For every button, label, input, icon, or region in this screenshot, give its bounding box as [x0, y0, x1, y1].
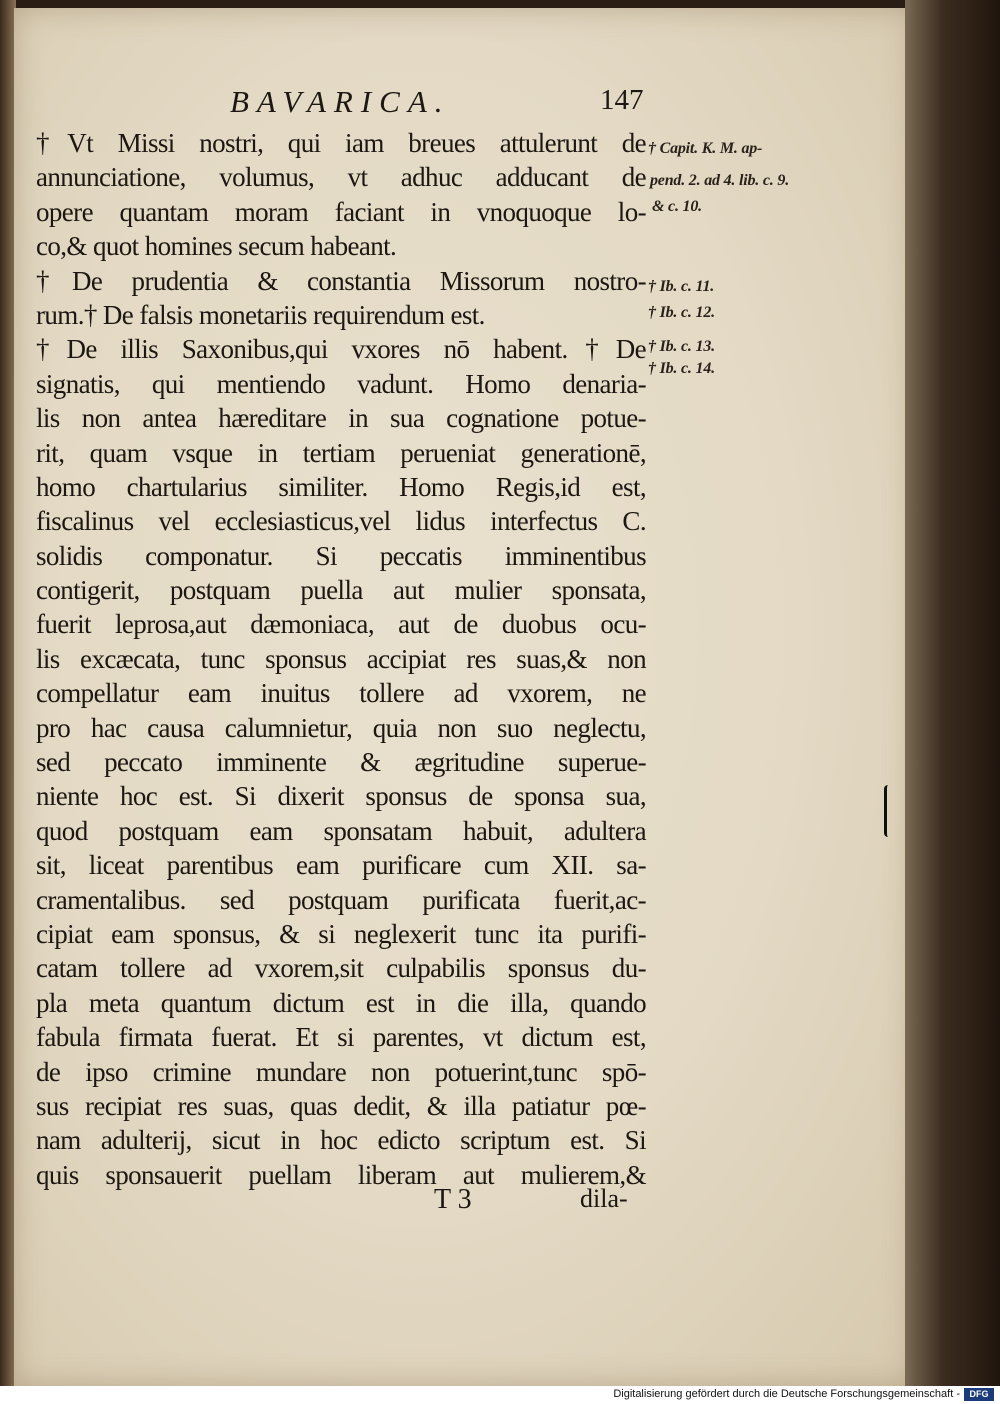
- margin-note: pend. 2. ad 4. lib. c. 9.: [650, 172, 789, 189]
- margin-note: † Capit. K. M. ap-: [648, 140, 763, 157]
- text-line: sus recipiat res suas, quas dedit, & illa patiatur pœ-: [36, 1090, 646, 1121]
- text-line: opere quantam moram faciant in vnoquoque lo-: [36, 196, 646, 227]
- text-line: signatis, qui mentiendo vadunt. Homo denaria-: [36, 368, 646, 399]
- text-line: nam adulterij, sicut in hoc edicto scriptum est. Si: [36, 1125, 646, 1156]
- text-line: lis excæcata, tunc sponsus accipiat res suas,& non: [36, 643, 646, 674]
- dfg-logo: DFG: [964, 1388, 994, 1401]
- text-line: quis sponsauerit puellam liberam aut mulierem,&: [36, 1159, 646, 1190]
- text-line: cipiat eam sponsus, & si neglexerit tunc ita purifi-: [36, 918, 646, 949]
- signature-mark: T 3: [434, 1184, 472, 1215]
- text-line: co,& quot homines secum habeant.: [36, 231, 397, 262]
- margin-note: † Ib. c. 12.: [648, 304, 715, 321]
- text-line: sit, liceat parentibus eam purificare cum XII. sa-: [36, 850, 646, 881]
- page-number: 147: [600, 84, 644, 116]
- text-line: lis non antea hæreditare in sua cognatione potue-: [36, 403, 646, 434]
- footer-bar: [0, 1386, 1000, 1404]
- text-line: rit, quam vsque in tertiam perueniat generationē,: [36, 437, 646, 468]
- text-line: homo chartularius similiter. Homo Regis,id est,: [36, 471, 646, 502]
- text-line: rum.† De falsis monetariis requirendum est.: [36, 299, 485, 330]
- text-line: solidis componatur. Si peccatis imminentibus: [36, 540, 646, 571]
- text-line: contigerit, postquam puella aut mulier sponsata,: [36, 575, 646, 606]
- main-text-block: [36, 126, 646, 1192]
- text-line: pro hac causa calumnietur, quia non suo neglectu,: [36, 712, 646, 743]
- text-line: fabula firmata fuerat. Et si parentes, vt dictum est,: [36, 1022, 646, 1053]
- text-line: fuerit leprosa,aut dæmoniaca, aut de duobus ocu-: [36, 609, 646, 640]
- text-line: †Vt Missi nostri, qui iam breues attulerunt de: [36, 128, 646, 158]
- running-head-title: BAVARICA.: [230, 84, 451, 119]
- text-line: cramentalibus. sed postquam purificata fuerit,ac-: [36, 884, 646, 915]
- margin-note: † Ib. c. 11.: [648, 278, 715, 295]
- text-line: †De prudentia & constantia Missorum nostro-: [36, 265, 646, 296]
- text-line: pla meta quantum dictum est in die illa, quando: [36, 987, 646, 1018]
- book-outer-edge: [905, 0, 1000, 1386]
- margin-note: † Ib. c. 14.: [648, 360, 715, 377]
- text-line: niente hoc est. Si dixerit sponsus de sponsa sua,: [36, 781, 646, 812]
- text-line: annunciatione, volumus, vt adhuc adducant de: [36, 162, 646, 193]
- text-line: †De illis Saxonibus,qui vxores nō habent.†De: [36, 334, 646, 365]
- text-line: catam tollere ad vxorem,sit culpabilis sponsus du-: [36, 953, 646, 984]
- catchword: dila-: [580, 1184, 628, 1213]
- text-line: quod postquam eam sponsatam habuit, adultera: [36, 815, 646, 846]
- ink-bracket-mark: [884, 785, 893, 837]
- text-line: fiscalinus vel ecclesiasticus,vel lidus interfectus C.: [36, 506, 646, 537]
- margin-note: & c. 10.: [652, 198, 702, 215]
- text-line: sed peccato imminente & ægritudine superue-: [36, 747, 646, 778]
- running-head: [222, 84, 652, 124]
- margin-note: † Ib. c. 13.: [648, 338, 715, 355]
- text-line: de ipso crimine mundare non potuerint,tunc spō-: [36, 1056, 646, 1087]
- text-line: compellatur eam inuitus tollere ad vxorem, ne: [36, 678, 646, 709]
- footer-credit: Digitalisierung gefördert durch die Deutsche Forschungsgemeinschaft -: [613, 1388, 960, 1400]
